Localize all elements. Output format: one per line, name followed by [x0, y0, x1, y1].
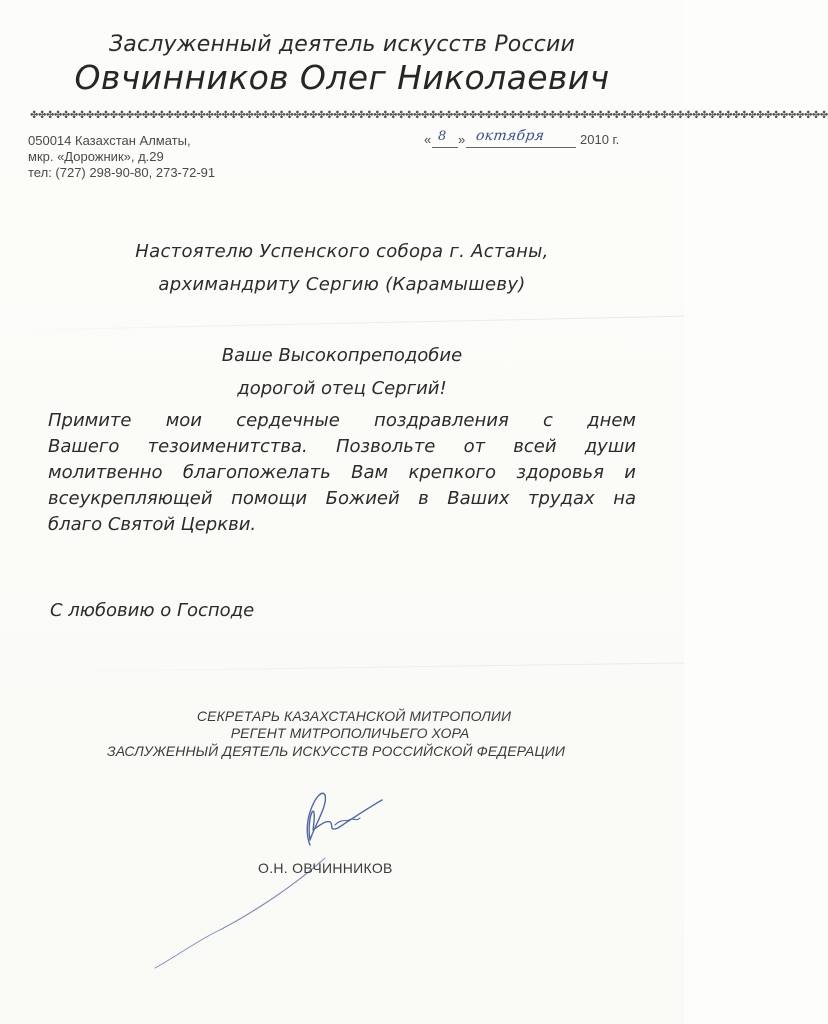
body-line-2: Вашего тезоименитства. Позвольте от всей души — [48, 436, 636, 457]
addressee-line-1: Настоятелю Успенского собора г. Астаны, — [135, 241, 549, 262]
signer-title-2: РЕГЕНТ МИТРОПОЛИЧЬЕГО ХОРА — [230, 725, 470, 741]
body-line-4: всеукрепляющей помощи Божией в Ваших трудах на — [48, 488, 636, 509]
addressee-line-2: архимандриту Сергию (Карамышеву) — [158, 274, 526, 295]
date-month-underline — [466, 147, 576, 148]
closing-phrase: С любовию о Господе — [50, 600, 255, 621]
address-line-1: 050014 Казахстан Алматы, — [28, 133, 191, 148]
letterhead-name: Овчинников Олег Николаевич — [74, 58, 610, 97]
paper-fold-lower — [0, 662, 684, 673]
date-close-quote: » — [458, 132, 466, 147]
salutation-line-1: Ваше Высокопреподобие — [221, 345, 463, 366]
date-month: октября — [474, 128, 546, 144]
signer-name: О.Н. ОВЧИННИКОВ — [258, 860, 393, 876]
body-line-3: молитвенно благопожелать Вам крепкого здоровья и — [48, 462, 636, 483]
date-year: 2010 г. — [580, 132, 620, 147]
date-day: 8 — [438, 129, 447, 144]
salutation-line-2: дорогой отец Сергий! — [237, 378, 447, 399]
letterhead-title: Заслуженный деятель искусств России — [108, 32, 576, 57]
signer-title-3: ЗАСЛУЖЕННЫЙ ДЕЯТЕЛЬ ИСКУССТВ РОССИЙСКОЙ ФЕДЕРАЦИИ — [107, 743, 565, 759]
address-phone: тел: (727) 298-90-80, 273-72-91 — [28, 165, 216, 180]
ornamental-divider: ✤✤✤✤✤✤✤✤✤✤✤✤✤✤✤✤✤✤✤✤✤✤✤✤✤✤✤✤✤✤✤✤✤✤✤✤✤✤✤✤✤✤✤✤✤✤✤✤✤✤✤✤✤✤✤✤✤✤✤✤✤✤✤✤✤✤✤✤✤✤✤✤✤✤✤✤✤✤✤✤✤✤✤✤✤✤✤✤✤✤✤✤✤✤✤✤✤✤✤✤ — [30, 110, 828, 121]
address-line-2: мкр. «Дорожник», д.29 — [28, 149, 164, 164]
body-line-5: благо Святой Церкви. — [48, 514, 257, 535]
body-line-1: Примите мои сердечные поздравления с днем — [48, 410, 636, 431]
date-day-underline — [432, 147, 458, 148]
paper-fold — [0, 316, 684, 331]
date-open-quote: « — [424, 132, 432, 147]
signer-title-1: СЕКРЕТАРЬ КАЗАХСТАНСКОЙ МИТРОПОЛИИ — [196, 708, 512, 724]
